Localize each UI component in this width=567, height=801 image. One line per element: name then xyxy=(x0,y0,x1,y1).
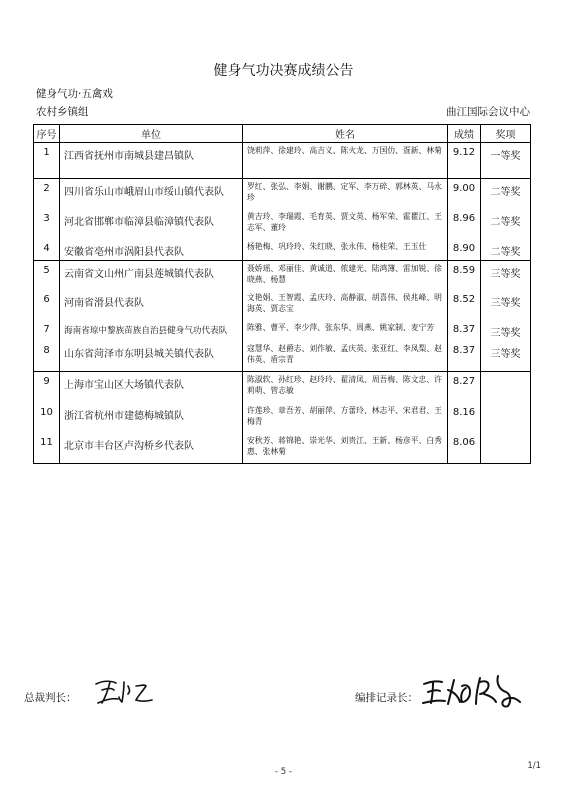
names-cell: 罗红、张弘、李娟、谢鹏、定军、李万碎、郭林英、马永珍 xyxy=(243,179,448,209)
rank-cell: 4 xyxy=(34,239,60,261)
recorder-label: 编排记录长： xyxy=(355,692,418,704)
unit-cell: 河南省滑县代表队 xyxy=(60,290,243,320)
award-cell xyxy=(481,403,531,433)
table-row xyxy=(34,143,531,179)
rank-cell: 11 xyxy=(34,433,60,463)
rank-cell: 8 xyxy=(34,341,60,371)
score-cell: 8.37 xyxy=(448,341,481,371)
unit-cell: 安徽省亳州市涡阳县代表队 xyxy=(60,239,243,261)
unit-cell: 河北省邯郸市临漳县临漳镇代表队 xyxy=(60,209,243,239)
award-cell: 三等奖 xyxy=(481,260,531,290)
unit-cell: 四川省乐山市峨眉山市绥山镇代表队 xyxy=(60,179,243,209)
chief-judge-signature xyxy=(92,676,156,706)
score-cell: 8.06 xyxy=(448,433,481,463)
score-cell: 8.52 xyxy=(448,290,481,320)
rank-cell: 3 xyxy=(34,209,60,239)
award-cell: 三等奖 xyxy=(481,320,531,341)
score-cell: 8.90 xyxy=(448,239,481,261)
names-cell: 寇慧华、赵爵志、刘作敏、孟庆英、张亚红、李凤梨、赵伟英、盾宗青 xyxy=(243,341,448,371)
group-name: 农村乡镇组 xyxy=(36,106,89,118)
rank-cell: 2 xyxy=(34,179,60,209)
rank-cell: 10 xyxy=(34,403,60,433)
page-title: 健身气功决赛成绩公告 xyxy=(213,63,354,79)
table-row xyxy=(34,179,531,209)
table-header-row xyxy=(34,125,531,143)
results-table xyxy=(33,124,531,464)
unit-cell: 北京市丰台区卢沟桥乡代表队 xyxy=(60,433,243,463)
rank-cell: 7 xyxy=(34,320,60,341)
venue-name: 曲江国际会议中心 xyxy=(446,106,530,118)
unit-cell: 山东省菏泽市东明县城关镇代表队 xyxy=(60,341,243,371)
award-cell: 二等奖 xyxy=(481,179,531,209)
award-cell: 三等奖 xyxy=(481,341,531,371)
rank-cell: 1 xyxy=(34,143,60,179)
score-cell: 9.12 xyxy=(448,143,481,179)
table-row xyxy=(34,320,531,341)
event-name: 健身气功·五禽戏 xyxy=(36,88,113,100)
names-cell: 杨艳梅、巩玲玲、朱红晓、张永伟、杨桂荣、王玉仕 xyxy=(243,239,448,261)
header-score: 成绩 xyxy=(448,125,481,143)
names-cell: 饶莉萍、徐建玲、高吉义、陈火龙、万国仂、疍新、林菊 xyxy=(243,143,448,179)
header-award: 奖项 xyxy=(481,125,531,143)
award-cell: 三等奖 xyxy=(481,290,531,320)
header-names: 姓名 xyxy=(243,125,448,143)
page-number: - 5 - xyxy=(275,767,292,777)
unit-cell: 云南省文山州广南县莲城镇代表队 xyxy=(60,260,243,290)
score-cell: 9.00 xyxy=(448,179,481,209)
unit-cell: 海南省琼中黎族苗族自治县健身气功代表队 xyxy=(60,320,243,341)
unit-cell: 上海市宝山区大场镇代表队 xyxy=(60,371,243,403)
award-cell xyxy=(481,371,531,403)
names-cell: 陈淑软、孙红珍、赵玲玲、翟清凤、周吾梅、陈文忠、许莉萌、管志敏 xyxy=(243,371,448,403)
award-cell: 二等奖 xyxy=(481,239,531,261)
unit-cell: 江西省抚州市南城县建昌镇队 xyxy=(60,143,243,179)
table-row xyxy=(34,341,531,371)
names-cell: 聂娇瑶、邓丽佳、黄诚道、侬建光、陆鸿簿、雷加锐、徐晓燕、杨慧 xyxy=(243,260,448,290)
results-body xyxy=(34,143,531,464)
rank-cell: 9 xyxy=(34,371,60,403)
table-row xyxy=(34,209,531,239)
score-cell: 8.16 xyxy=(448,403,481,433)
table-row xyxy=(34,403,531,433)
names-cell: 陈雅、曹平、李少萍、张东华、周燕、姚家制、麦宁芳 xyxy=(243,320,448,341)
names-cell: 文艳娟、王智霞、孟庆玲、高静淑、胡喜伟、侯兆峰、明海英、贾志宝 xyxy=(243,290,448,320)
header-unit: 单位 xyxy=(60,125,243,143)
table-row xyxy=(34,260,531,290)
recorder-signature xyxy=(420,672,524,710)
award-cell xyxy=(481,433,531,463)
unit-cell: 浙江省杭州市建德梅城镇队 xyxy=(60,403,243,433)
award-cell: 二等奖 xyxy=(481,209,531,239)
score-cell: 8.37 xyxy=(448,320,481,341)
table-row xyxy=(34,290,531,320)
chief-judge-label: 总裁判长： xyxy=(24,692,77,704)
rank-cell: 6 xyxy=(34,290,60,320)
table-row xyxy=(34,371,531,403)
score-cell: 8.96 xyxy=(448,209,481,239)
names-cell: 黄吉玲、李瑞霞、毛育英、贾文英、杨军荣、霍瞿江、王志军、董玲 xyxy=(243,209,448,239)
table-row xyxy=(34,239,531,261)
names-cell: 安秋芳、蒋锦艳、崇光华、刘贵江、王新、杨彦平、白秀惠、张林菊 xyxy=(243,433,448,463)
rank-cell: 5 xyxy=(34,260,60,290)
score-cell: 8.59 xyxy=(448,260,481,290)
page-count: 1/1 xyxy=(527,761,541,771)
table-row xyxy=(34,433,531,463)
header-rank: 序号 xyxy=(34,125,60,143)
score-cell: 8.27 xyxy=(448,371,481,403)
names-cell: 许莲珍、章吾芳、胡丽萍、方蕾玲、林志平、宋君君、王梅青 xyxy=(243,403,448,433)
award-cell: 一等奖 xyxy=(481,143,531,179)
